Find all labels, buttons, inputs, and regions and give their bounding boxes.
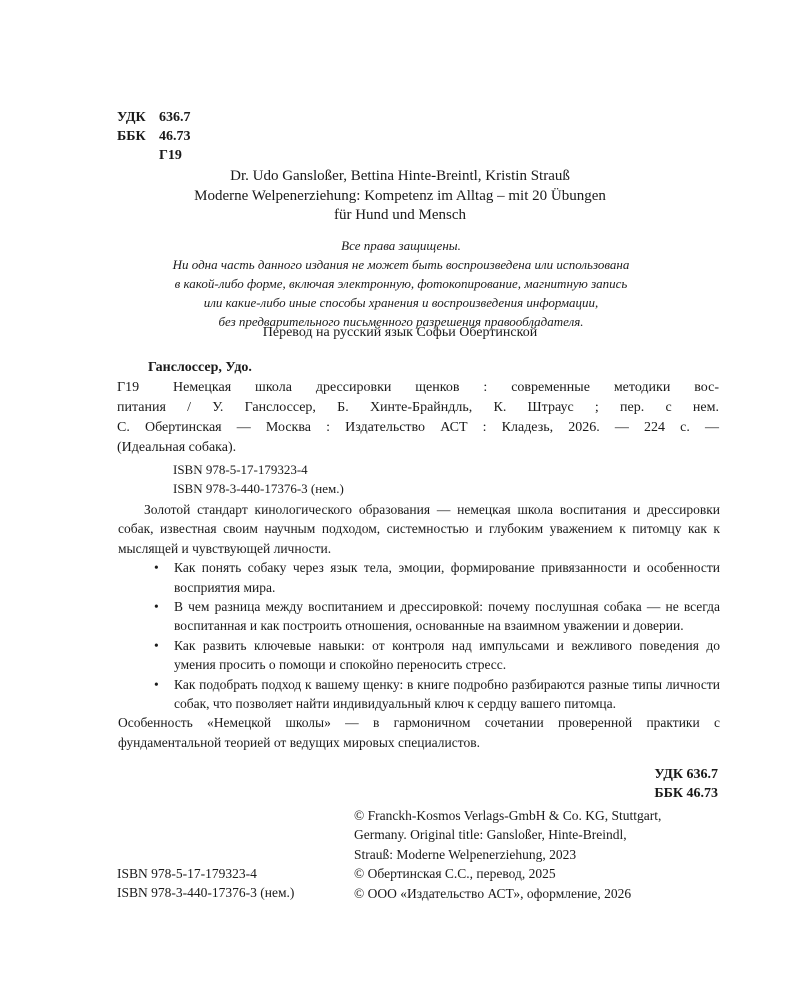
copyright-line-5: © ООО «Издательство АСТ», оформление, 2026 bbox=[354, 885, 632, 901]
annotation-bullet bbox=[154, 597, 720, 636]
rights-notice bbox=[120, 236, 682, 331]
bib-line-1: Немецкая школа дрессировки щенков : современные методики вос- bbox=[173, 380, 719, 395]
bullet-marker: • bbox=[154, 676, 159, 692]
bbk-row bbox=[117, 127, 191, 146]
bullet-text: Как подобрать подход к вашему щенку: в книге подробно разбираются разные типы личности собак, что позволяет найти индивидуальный ключ к сердцу вашего питомца. bbox=[174, 676, 720, 712]
udk-row bbox=[117, 108, 191, 127]
bullet-marker: • bbox=[154, 637, 159, 653]
isbn-list-bottom bbox=[117, 864, 294, 903]
udk-label: УДК bbox=[117, 110, 146, 125]
author-heading: Ганслоссер, Удо. bbox=[148, 360, 252, 375]
author-sign: Г19 bbox=[117, 380, 140, 395]
isbn-de-bottom: ISBN 978-3-440-17376-3 (нем.) bbox=[117, 885, 295, 901]
bullet-text: Как понять собаку через язык тела, эмоции, формирование привязанности и особенности восприятия мира. bbox=[174, 560, 720, 595]
original-authors: Dr. Udo Gansloßer, Bettina Hinte-Breintl, Kristin Strauß bbox=[230, 168, 570, 184]
original-title-line-1: Moderne Welpenerziehung: Kompetenz im Alltag – mit 20 Übungen bbox=[194, 187, 606, 204]
bbk-bottom: ББК 46.73 bbox=[654, 786, 718, 801]
bullet-marker: • bbox=[154, 560, 159, 576]
annotation-bullet bbox=[154, 675, 720, 714]
annotation-intro: Золотой стандарт кинологического образования — немецкая школа воспитания и дрессировки собак, известная своим научным подходом, системностью и глубоким уважением к питомцу как к мыслящей и чувствующей личности. bbox=[118, 502, 720, 556]
original-edition bbox=[120, 167, 680, 226]
bib-line-4: (Идеальная собака). bbox=[117, 440, 237, 455]
rights-line-4: или какие-либо иные способы хранения и воспроизведения информации, bbox=[203, 295, 599, 310]
udk-bottom: УДК 636.7 bbox=[654, 767, 718, 782]
annotation-bullet bbox=[154, 636, 720, 675]
udk-value: 636.7 bbox=[159, 110, 191, 125]
isbn-ru: ISBN 978-5-17-179323-4 bbox=[173, 462, 308, 477]
rights-line-5: без предварительного письменного разрешения правообладателя. bbox=[218, 314, 584, 329]
author-mark: Г19 bbox=[159, 148, 182, 163]
annotation-bullet bbox=[154, 558, 720, 597]
annotation-bullets bbox=[148, 558, 720, 713]
original-title-line-2: für Hund und Mensch bbox=[333, 207, 467, 223]
rights-line-3: в какой-либо форме, включая электронную, фотокопирование, магнитную запись bbox=[174, 276, 628, 291]
isbn-de: ISBN 978-3-440-17376-3 (нем.) bbox=[173, 480, 344, 496]
copyright-line-3: Strauß: Moderne Welpenerziehung, 2023 bbox=[354, 846, 577, 862]
rights-line-2: Ни одна часть данного издания не может быть воспроизведена или использована bbox=[172, 257, 630, 272]
copyright-notice bbox=[354, 806, 734, 903]
bullet-marker: • bbox=[154, 599, 159, 615]
copyright-line-2: Germany. Original title: Gansloßer, Hinte-Breindl, bbox=[354, 827, 627, 843]
translator-note: Перевод на русский язык Софьи Обертинской bbox=[262, 325, 538, 340]
bullet-text: В чем разница между воспитанием и дрессировкой: почему послушная собака — не всегда воспитанная и как построить отношения, основанные на взаимном уважении и доверии. bbox=[174, 599, 720, 634]
bbk-value: 46.73 bbox=[159, 129, 191, 144]
annotation bbox=[118, 500, 720, 752]
bbk-label: ББК bbox=[117, 129, 146, 144]
classification-top bbox=[117, 108, 191, 165]
bullet-text: Как развить ключевые навыки: от контроля над импульсами и вежливого поведения до умения просить о помощи и спокойно переносить стресс. bbox=[174, 637, 720, 673]
isbn-list-middle bbox=[173, 461, 344, 498]
rights-line-1: Все права защищены. bbox=[341, 238, 461, 253]
bib-line-2: питания / У. Ганслоссер, Б. Хинте-Брайндль, К. Штраус ; пер. с нем. bbox=[117, 400, 719, 415]
copyright-line-1: © Franckh-Kosmos Verlags-GmbH & Co. KG, Stuttgart, bbox=[354, 808, 662, 823]
annotation-closing: Особенность «Немецкой школы» — в гармоничном сочетании проверенной практики с фундаментальной теорией от ведущих мировых специалистов. bbox=[118, 715, 720, 750]
bib-line-3: С. Обертинская — Москва : Издательство АСТ : Кладезь, 2026. — 224 с. — bbox=[117, 420, 719, 435]
copyright-line-4: © Обертинская С.С., перевод, 2025 bbox=[354, 866, 556, 882]
isbn-ru-bottom: ISBN 978-5-17-179323-4 bbox=[117, 866, 257, 881]
classification-bottom bbox=[654, 765, 718, 803]
